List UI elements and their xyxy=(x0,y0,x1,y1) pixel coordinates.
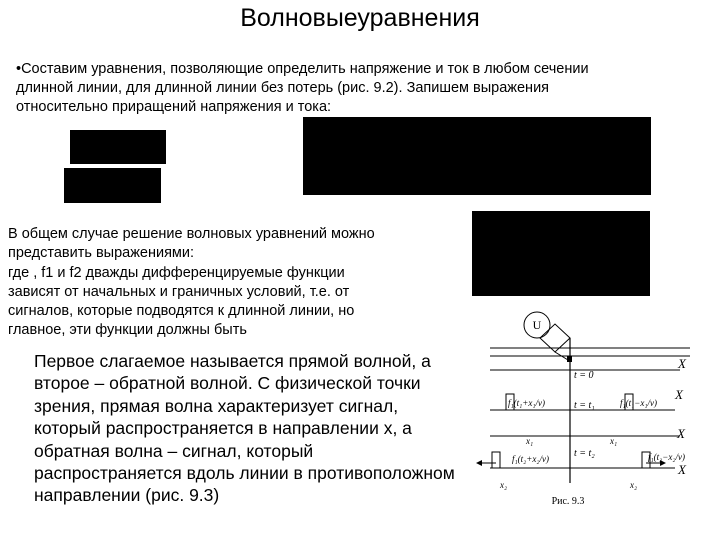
waves-line: направлении (рис. 9.3) xyxy=(34,485,220,506)
waves-line: обратная волна – сигнал, который xyxy=(34,440,314,461)
general-line: зависят от начальных и граничных условий, т.е. от xyxy=(8,283,350,300)
label-t0: t = 0 xyxy=(574,370,594,381)
figure-caption: Рис. 9.3 xyxy=(551,496,585,507)
label-f1-forward: f₁(t₁+x₁/v) xyxy=(508,398,545,408)
general-line: представить выражениями: xyxy=(8,245,195,262)
general-line: где , f1 и f2 дважды дифференцируемые функции xyxy=(8,264,345,281)
slide-title: Волновыеуравнения xyxy=(240,4,480,32)
formula-image-3 xyxy=(303,117,651,195)
x-axis-label: X xyxy=(678,462,686,477)
general-line: сигналов, которые подводятся к длинной линии, но xyxy=(8,303,355,320)
label-f1-backward: f₁(t₁−x₁/v) xyxy=(620,398,657,408)
intro-line: относительно приращений напряжения и тока: xyxy=(16,99,332,115)
x-axis-label: X xyxy=(677,426,685,441)
source-label: U xyxy=(532,318,542,332)
x-axis-label: X xyxy=(678,356,686,371)
label-f1-backward-2: f₁(t₂−x₂/v) xyxy=(648,452,685,462)
general-line: В общем случае решение волновых уравнений можно xyxy=(8,226,375,242)
wave-figure xyxy=(470,298,710,518)
label-x2: x₂ xyxy=(500,480,508,490)
formula-image-4 xyxy=(472,211,650,296)
waves-line: Первое слагаемое называется прямой волной, а xyxy=(34,351,431,371)
source-icon xyxy=(524,312,550,338)
intro-paragraph xyxy=(16,60,666,117)
label-x1: x₁ xyxy=(526,436,534,446)
label-x1: x₁ xyxy=(610,436,618,446)
pulse-backward-2 xyxy=(492,452,500,468)
intro-line: длинной линии, для длинной линии без потерь (рис. 9.2). Запишем выражения xyxy=(16,80,550,96)
formula-image-2 xyxy=(64,168,161,203)
formula-image-1 xyxy=(70,130,166,164)
label-x2: x₂ xyxy=(630,480,638,490)
waves-line: второе – обратной волной. С физической точки xyxy=(34,373,421,394)
x-axis-label: X xyxy=(675,387,683,402)
waves-line: распространяется вдоль линии в противоположном xyxy=(34,463,455,484)
label-t2: t = t₂ xyxy=(574,448,595,459)
waves-line: который распространяется в направлении х, а xyxy=(34,418,412,439)
general-line: главное, эти функции должны быть xyxy=(8,322,247,339)
waves-line: зрения, прямая волна характеризует сигнал, xyxy=(34,395,399,416)
label-t1: t = t₁ xyxy=(574,400,595,411)
intro-line: •Составим уравнения, позволяющие определить напряжение и ток в любом сечении xyxy=(16,61,589,77)
label-f1-forward-2: f₁(t₂+x₂/v) xyxy=(512,454,549,464)
general-solution-paragraph xyxy=(8,225,428,341)
waves-paragraph xyxy=(34,350,464,507)
